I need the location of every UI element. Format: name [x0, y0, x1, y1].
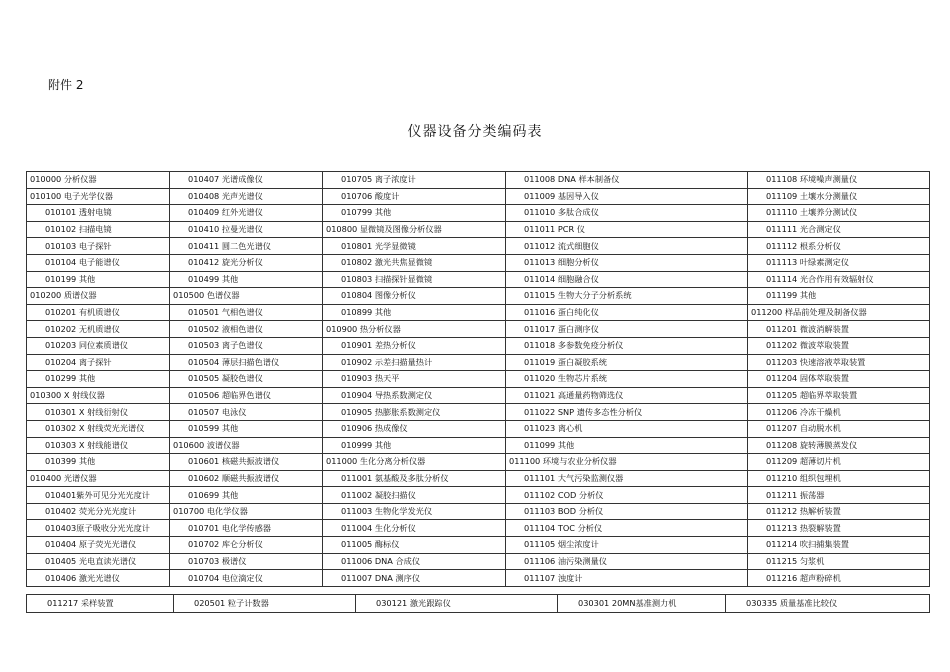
table-cell: 011017 蛋白测序仪	[506, 321, 748, 338]
table-row	[27, 238, 930, 255]
attachment-label: 附件 2	[48, 78, 84, 92]
table-cell: 010302 X 射线荧光光谱仪	[27, 420, 170, 437]
table-cell: 011216 超声粉碎机	[748, 570, 930, 587]
table-row	[27, 304, 930, 321]
table-row	[27, 354, 930, 371]
table-cell: 010601 核磁共振波谱仪	[170, 454, 323, 471]
table-cell: 011199 其他	[748, 288, 930, 305]
table-cell: 011022 SNP 遗传多态性分析仪	[506, 404, 748, 421]
table-cell: 011202 微波萃取装置	[748, 337, 930, 354]
table-cell: 011009 基因导入仪	[506, 188, 748, 205]
table-cell: 011109 土壤水分测量仪	[748, 188, 930, 205]
footer-cell: 020501 粒子计数器	[174, 595, 356, 613]
footer-table	[26, 594, 930, 613]
table-cell: 011005 酶标仪	[323, 537, 506, 554]
table-row	[27, 404, 930, 421]
table-cell: 011201 微波消解装置	[748, 321, 930, 338]
table-cell: 011203 快速溶液萃取装置	[748, 354, 930, 371]
table-cell: 010706 酸度计	[323, 188, 506, 205]
table-cell: 011000 生化分离分析仪器	[323, 454, 506, 471]
table-row	[27, 420, 930, 437]
table-cell: 011110 土壤养分测试仪	[748, 205, 930, 222]
table-cell: 010410 拉曼光谱仪	[170, 221, 323, 238]
table-row	[27, 221, 930, 238]
table-cell: 010299 其他	[27, 371, 170, 388]
classification-table	[26, 171, 930, 587]
table-cell: 011107 浊度计	[506, 570, 748, 587]
table-cell: 010401紫外可见分光光度计	[27, 487, 170, 504]
table-cell: 010803 扫描探针显微镜	[323, 271, 506, 288]
table-cell: 010204 离子探针	[27, 354, 170, 371]
table-cell: 010905 热膨胀系数测定仪	[323, 404, 506, 421]
table-cell: 011010 多肽合成仪	[506, 205, 748, 222]
table-cell: 011210 组织包埋机	[748, 470, 930, 487]
table-cell: 010702 库仑分析仪	[170, 537, 323, 554]
table-cell: 010403原子吸收分光光度计	[27, 520, 170, 537]
table-cell: 010405 光电直读光谱仪	[27, 553, 170, 570]
table-cell: 011112 根系分析仪	[748, 238, 930, 255]
table-cell: 010104 电子能谱仪	[27, 254, 170, 271]
table-cell: 010703 极谱仪	[170, 553, 323, 570]
table-cell: 010999 其他	[323, 437, 506, 454]
table-cell: 011105 烟尘浓度计	[506, 537, 748, 554]
table-row	[27, 570, 930, 587]
table-cell: 010500 色谱仪器	[170, 288, 323, 305]
table-cell: 010906 热成像仪	[323, 420, 506, 437]
table-cell: 010499 其他	[170, 271, 323, 288]
table-cell: 011208 旋转薄膜蒸发仪	[748, 437, 930, 454]
table-cell: 010411 圆二色光谱仪	[170, 238, 323, 255]
table-cell: 011104 TOC 分析仪	[506, 520, 748, 537]
table-row	[27, 288, 930, 305]
table-row	[27, 337, 930, 354]
table-cell: 011014 细胞融合仪	[506, 271, 748, 288]
table-cell: 010407 光谱成像仪	[170, 172, 323, 189]
table-cell: 011214 吹扫捕集装置	[748, 537, 930, 554]
table-cell: 010600 波谱仪器	[170, 437, 323, 454]
table-cell: 010503 离子色谱仪	[170, 337, 323, 354]
table-cell: 010602 顺磁共振波谱仪	[170, 470, 323, 487]
table-cell: 010899 其他	[323, 304, 506, 321]
table-cell: 010000 分析仪器	[27, 172, 170, 189]
table-cell: 011003 生物化学发光仪	[323, 503, 506, 520]
footer-cell: 030301 20MN基准测力机	[558, 595, 726, 613]
footer-cell: 011217 采样装置	[27, 595, 174, 613]
table-row	[27, 503, 930, 520]
table-cell: 010103 电子探针	[27, 238, 170, 255]
table-row	[27, 188, 930, 205]
table-row	[27, 387, 930, 404]
table-cell: 011102 COD 分析仪	[506, 487, 748, 504]
table-cell: 011215 匀浆机	[748, 553, 930, 570]
table-row	[27, 537, 930, 554]
table-row	[27, 254, 930, 271]
table-cell: 010505 凝胶色谱仪	[170, 371, 323, 388]
table-cell: 010705 离子浓度计	[323, 172, 506, 189]
table-cell: 011019 蛋白凝胶系统	[506, 354, 748, 371]
table-cell: 011004 生化分析仪	[323, 520, 506, 537]
table-cell: 010507 电泳仪	[170, 404, 323, 421]
table-row	[27, 205, 930, 222]
table-cell: 011018 多参数免疫分析仪	[506, 337, 748, 354]
table-cell: 011200 样品前处理及制备仪器	[748, 304, 930, 321]
table-cell: 011113 叶绿素测定仪	[748, 254, 930, 271]
table-cell: 010201 有机质谱仪	[27, 304, 170, 321]
table-cell: 010409 红外光谱仪	[170, 205, 323, 222]
table-cell: 010701 电化学传感器	[170, 520, 323, 537]
table-cell: 011021 高通量药物筛选仪	[506, 387, 748, 404]
table-cell: 010102 扫描电镜	[27, 221, 170, 238]
table-cell: 010200 质谱仪器	[27, 288, 170, 305]
table-row	[27, 454, 930, 471]
table-cell: 010202 无机质谱仪	[27, 321, 170, 338]
document-title: 仪器设备分类编码表	[407, 124, 543, 140]
table-cell: 011101 大气污染监测仪器	[506, 470, 748, 487]
table-cell: 011209 超薄切片机	[748, 454, 930, 471]
table-cell: 010804 图像分析仪	[323, 288, 506, 305]
table-cell: 011205 超临界萃取装置	[748, 387, 930, 404]
table-cell: 010301 X 射线衍射仪	[27, 404, 170, 421]
table-cell: 010904 导热系数测定仪	[323, 387, 506, 404]
table-cell: 010799 其他	[323, 205, 506, 222]
table-cell: 010399 其他	[27, 454, 170, 471]
table-cell: 011013 细胞分析仪	[506, 254, 748, 271]
table-cell: 010699 其他	[170, 487, 323, 504]
table-cell: 011207 自动脱水机	[748, 420, 930, 437]
footer-cell: 030335 质量基准比较仪	[726, 595, 930, 613]
table-cell: 010203 同位素质谱仪	[27, 337, 170, 354]
table-row	[27, 470, 930, 487]
table-cell: 011015 生物大分子分析系统	[506, 288, 748, 305]
table-cell: 010300 X 射线仪器	[27, 387, 170, 404]
table-row	[27, 321, 930, 338]
table-cell: 011001 氨基酸及多肽分析仪	[323, 470, 506, 487]
table-cell: 011108 环境噪声测量仪	[748, 172, 930, 189]
table-cell: 010801 光学显微镜	[323, 238, 506, 255]
table-cell: 010502 液相色谱仪	[170, 321, 323, 338]
table-cell: 011213 热裂解装置	[748, 520, 930, 537]
table-cell: 010504 薄层扫描色谱仪	[170, 354, 323, 371]
table-cell: 011008 DNA 样本制备仪	[506, 172, 748, 189]
table-cell: 010501 气相色谱仪	[170, 304, 323, 321]
table-cell: 010901 差热分析仪	[323, 337, 506, 354]
table-cell: 010406 激光光谱仪	[27, 570, 170, 587]
table-cell: 011206 冷冻干燥机	[748, 404, 930, 421]
table-cell: 010303 X 射线能谱仪	[27, 437, 170, 454]
table-cell: 011011 PCR 仪	[506, 221, 748, 238]
table-cell: 010802 激光共焦显微镜	[323, 254, 506, 271]
table-cell: 011211 振荡器	[748, 487, 930, 504]
table-cell: 011114 光合作用有效辐射仪	[748, 271, 930, 288]
table-row	[27, 437, 930, 454]
table-cell: 011204 固体萃取装置	[748, 371, 930, 388]
table-cell: 010800 显微镜及图像分析仪器	[323, 221, 506, 238]
table-cell: 010599 其他	[170, 420, 323, 437]
table-cell: 010402 荧光分光光度计	[27, 503, 170, 520]
table-row	[27, 520, 930, 537]
table-cell: 011023 离心机	[506, 420, 748, 437]
table-cell: 010902 示差扫描量热计	[323, 354, 506, 371]
table-row	[27, 553, 930, 570]
table-cell: 010100 电子光学仪器	[27, 188, 170, 205]
table-row	[27, 487, 930, 504]
table-cell: 011099 其他	[506, 437, 748, 454]
table-cell: 011111 光合测定仪	[748, 221, 930, 238]
table-cell: 011103 BOD 分析仪	[506, 503, 748, 520]
table-cell: 010412 旋光分析仪	[170, 254, 323, 271]
table-cell: 011212 热解析装置	[748, 503, 930, 520]
table-cell: 010704 电位滴定仪	[170, 570, 323, 587]
table-cell: 011006 DNA 合成仪	[323, 553, 506, 570]
table-cell: 010700 电化学仪器	[170, 503, 323, 520]
table-cell: 011012 流式细胞仪	[506, 238, 748, 255]
table-cell: 010506 超临界色谱仪	[170, 387, 323, 404]
table-cell: 010101 透射电镜	[27, 205, 170, 222]
table-row	[27, 172, 930, 189]
table-cell: 011020 生物芯片系统	[506, 371, 748, 388]
table-cell: 010903 热天平	[323, 371, 506, 388]
table-cell: 011007 DNA 测序仪	[323, 570, 506, 587]
table-cell: 010900 热分析仪器	[323, 321, 506, 338]
table-cell: 011002 凝胶扫描仪	[323, 487, 506, 504]
table-cell: 011100 环境与农业分析仪器	[506, 454, 748, 471]
table-cell: 010400 光谱仪器	[27, 470, 170, 487]
table-row	[27, 371, 930, 388]
table-cell: 011106 油污染测量仪	[506, 553, 748, 570]
table-cell: 010404 原子荧光光谱仪	[27, 537, 170, 554]
table-row	[27, 271, 930, 288]
table-cell: 010199 其他	[27, 271, 170, 288]
footer-cell: 030121 激光跟踪仪	[356, 595, 558, 613]
table-cell: 011016 蛋白纯化仪	[506, 304, 748, 321]
table-cell: 010408 光声光谱仪	[170, 188, 323, 205]
